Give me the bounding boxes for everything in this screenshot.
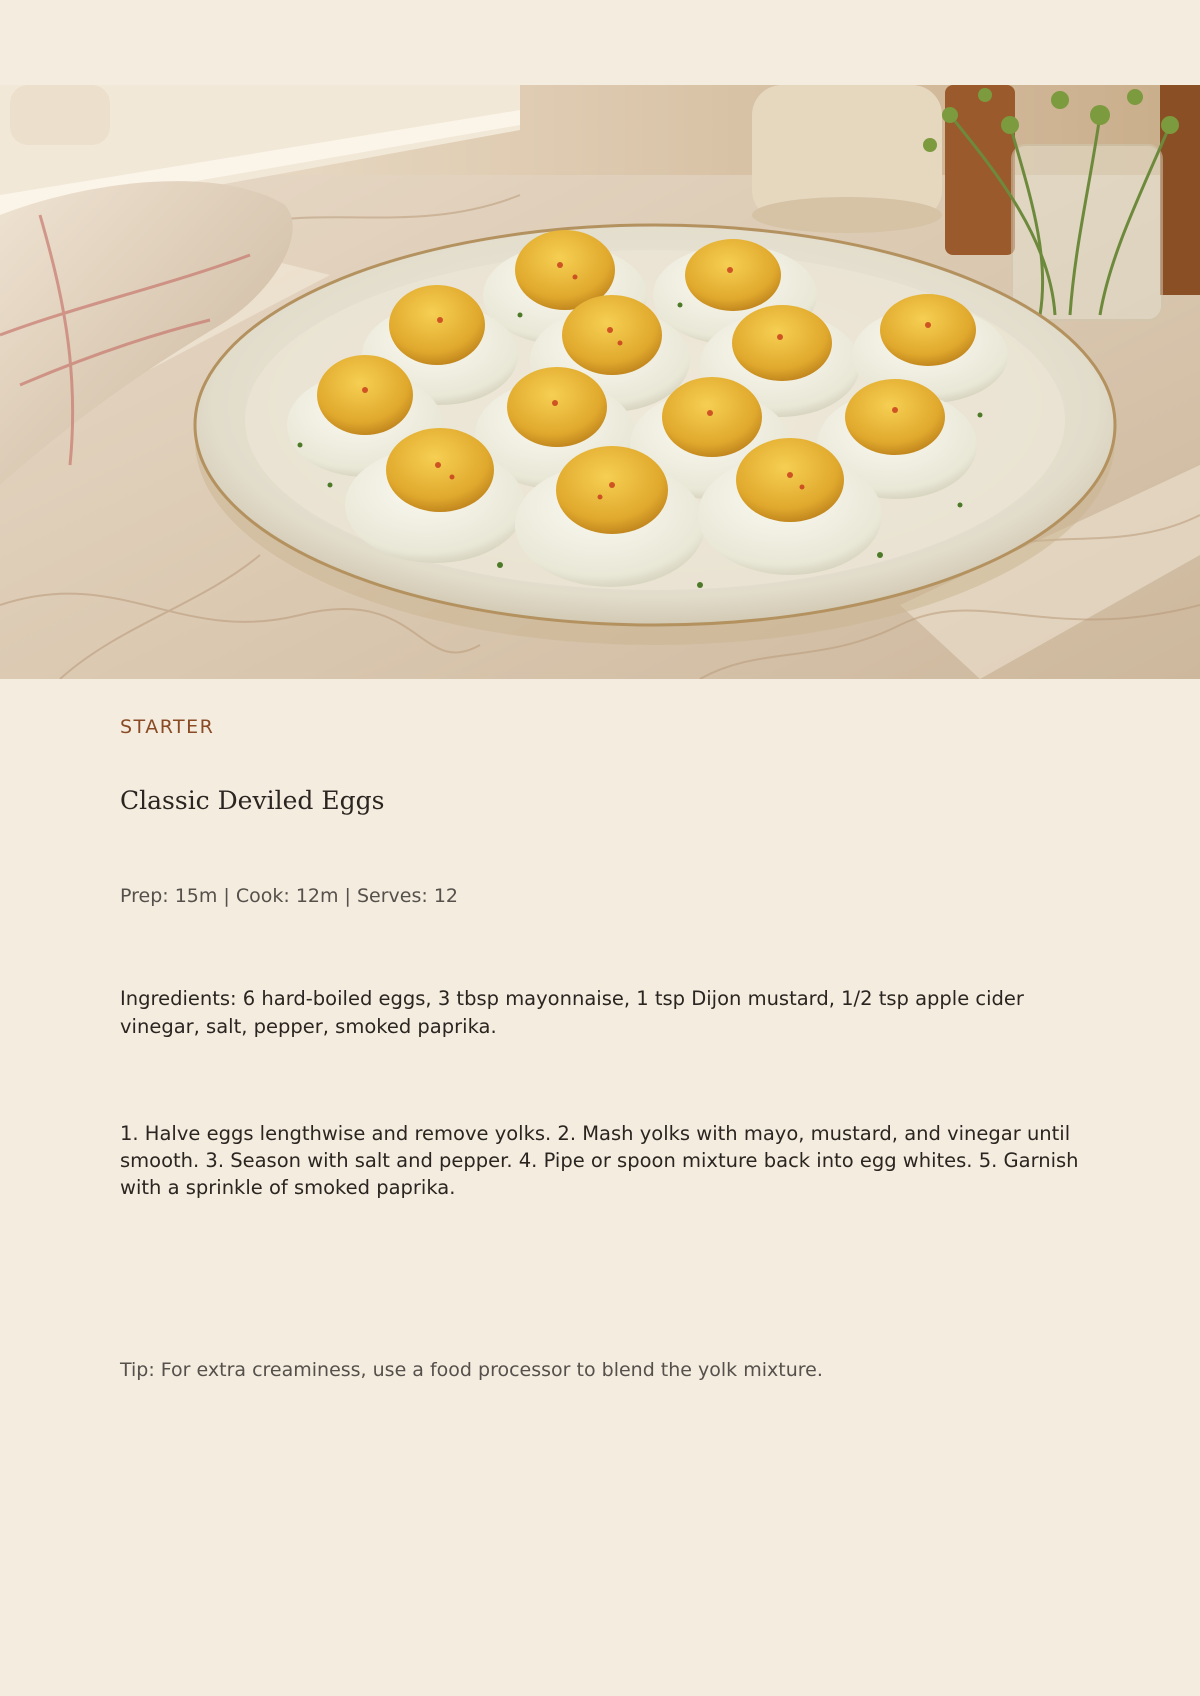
recipe-meta: Prep: 15m | Cook: 12m | Serves: 12 bbox=[120, 885, 459, 907]
recipe-category: STARTER bbox=[120, 716, 215, 738]
recipe-title: Classic Deviled Eggs bbox=[120, 786, 385, 815]
hero-photo-illustration bbox=[0, 85, 1200, 679]
recipe-tip: Tip: For extra creaminess, use a food processor to blend the yolk mixture. bbox=[120, 1359, 823, 1381]
recipe-instructions: 1. Halve eggs lengthwise and remove yolks. 2. Mash yolks with mayo, mustard, and vinegar until smooth. 3. Season with salt and pepper. 4. Pipe or spoon mixture back into egg whites. 5. Garnish with a sprinkle of smoked paprika. bbox=[120, 1122, 1079, 1199]
hero-photo-deviled-eggs bbox=[0, 85, 1200, 679]
recipe-ingredients: Ingredients: 6 hard-boiled eggs, 3 tbsp mayonnaise, 1 tsp Dijon mustard, 1/2 tsp apple cider vinegar, salt, pepper, smoked paprika. bbox=[120, 987, 1024, 1038]
